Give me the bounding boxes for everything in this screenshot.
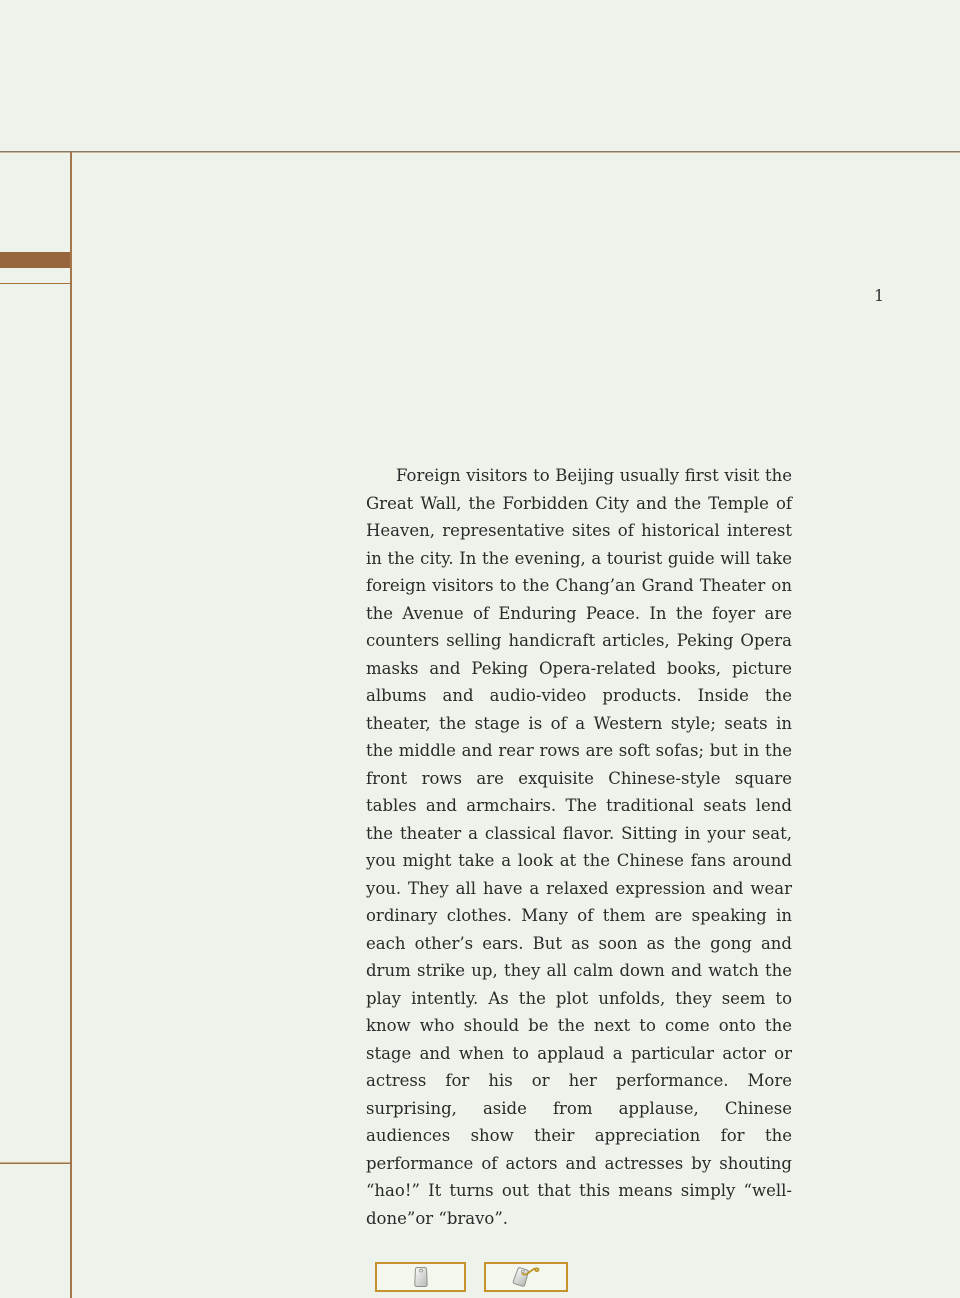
page-number: 1 (874, 286, 885, 305)
tag-icon (411, 1265, 431, 1289)
margin-bottom-rule (0, 1161, 70, 1164)
page-top-divider (0, 151, 960, 154)
bookmark-with-string-button[interactable] (484, 1262, 568, 1292)
tag-with-string-icon (509, 1264, 543, 1290)
chapter-tab-underline (0, 283, 72, 284)
margin-vertical-rule (70, 152, 72, 1298)
chapter-tab-bar (0, 252, 70, 268)
bookmark-button[interactable] (375, 1262, 466, 1292)
body-paragraph: Foreign visitors to Beijing usually first visit the Great Wall, the Forbidden City and the Temple of Heaven, representative sites of historical interest in the city. In the evening, a tourist guide will take foreign visitors to the Chang’an Grand Theater on the Avenue of Enduring Peace. In the foyer are counters selling handicraft articles, Peking Opera masks and Peking Opera-related books, picture albums and audio-video products. Inside the theater, the stage is of a Western style; seats in the middle and rear rows are soft sofas; but in the front rows are exquisite Chinese-style square tables and armchairs. The traditional seats lend the theater a classical flavor. Sitting in your seat, you might take a look at the Chinese fans around you. They all have a relaxed expression and wear ordinary clothes. Many of them are speaking in each other’s ears. But as soon as the gong and drum strike up, they all calm down and watch the play intently. As the plot unfolds, they seem to know who should be the next to come onto the stage and when to applaud a particular actor or actress for his or her performance. More surprising, aside from applause, Chinese audiences show their appreciation for the performance of actors and actresses by shouting “hao!” It turns out that this means simply “well-done”or “bravo”. (366, 466, 792, 1228)
